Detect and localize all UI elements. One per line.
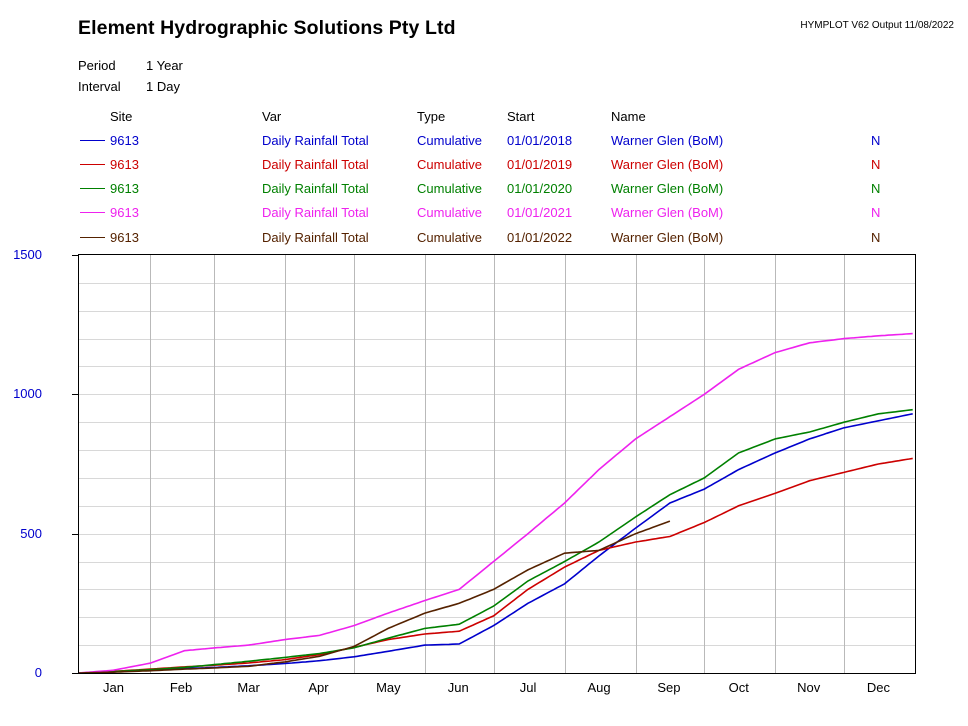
x-tick-label: Mar: [237, 680, 260, 695]
legend-cell-var: Daily Rainfall Total: [262, 132, 369, 148]
legend-cell-flag: N: [871, 205, 881, 221]
legend-cell-site: 9613: [110, 229, 139, 245]
legend-header-var: Var: [262, 108, 282, 124]
legend-line-icon: [80, 140, 105, 141]
y-tick-mark: [72, 673, 78, 674]
x-tick-label: May: [376, 680, 401, 695]
y-tick-label: 0: [34, 665, 42, 680]
output-stamp: HYMPLOT V62 Output 11/08/2022: [800, 20, 954, 31]
y-tick-mark: [72, 255, 78, 256]
x-tick-label: Apr: [308, 680, 329, 695]
x-tick-label: Aug: [587, 680, 611, 695]
legend-cell-site: 9613: [110, 156, 139, 172]
legend-cell-site: 9613: [110, 181, 139, 197]
legend-cell-start: 01/01/2019: [507, 156, 573, 172]
legend-row: [78, 128, 958, 152]
period-value: 1 Year: [146, 58, 183, 73]
interval-label: Interval: [78, 79, 121, 94]
legend-color-swatch: [78, 237, 110, 238]
y-tick-mark: [72, 394, 78, 395]
legend-line-icon: [80, 188, 105, 189]
y-tick-mark: [72, 534, 78, 535]
legend-line-icon: [80, 237, 105, 238]
legend-header-site: Site: [110, 108, 133, 124]
legend-cell-var: Daily Rainfall Total: [262, 181, 369, 197]
legend-cell-flag: N: [871, 181, 881, 197]
legend-line-icon: [80, 164, 105, 165]
legend-cell-type: Cumulative: [417, 156, 483, 172]
legend-row: [78, 225, 958, 249]
x-tick-label: Oct: [728, 680, 749, 695]
legend-cell-type: Cumulative: [417, 205, 483, 221]
plot-area: [78, 254, 916, 674]
legend-cell-name: Warner Glen (BoM): [611, 229, 724, 245]
legend-row: [78, 152, 958, 176]
legend-cell-start: 01/01/2020: [507, 181, 573, 197]
legend-cell-start: 01/01/2018: [507, 132, 573, 148]
legend-cell-name: Warner Glen (BoM): [611, 205, 724, 221]
legend-cell-type: Cumulative: [417, 181, 483, 197]
x-tick-label: Feb: [169, 680, 193, 695]
series-line: [79, 414, 913, 673]
period-row: [78, 55, 183, 76]
legend-color-swatch: [78, 188, 110, 189]
legend-cell-var: Daily Rainfall Total: [262, 229, 369, 245]
legend-cell-type: Cumulative: [417, 229, 483, 245]
legend-cell-start: 01/01/2021: [507, 205, 573, 221]
y-tick-label: 1000: [13, 386, 42, 402]
x-tick-label: Jan: [103, 680, 124, 695]
legend-cell-flag: N: [871, 132, 881, 148]
series-lines: [79, 255, 915, 673]
x-tick-label: Jun: [447, 680, 469, 695]
y-tick-label: 500: [20, 525, 42, 541]
legend-cell-start: 01/01/2022: [507, 229, 573, 245]
legend-cell-name: Warner Glen (BoM): [611, 181, 724, 197]
series-line: [79, 521, 670, 673]
legend-header-name: Name: [611, 108, 646, 124]
legend-cell-var: Daily Rainfall Total: [262, 205, 369, 221]
legend-cell-site: 9613: [110, 205, 139, 221]
page-title: Element Hydrographic Solutions Pty Ltd: [78, 17, 456, 39]
legend-line-icon: [80, 212, 105, 213]
x-tick-label: Jul: [519, 680, 537, 695]
legend-cell-var: Daily Rainfall Total: [262, 156, 369, 172]
period-label: Period: [78, 58, 116, 73]
legend-row: [78, 201, 958, 225]
legend-cell-name: Warner Glen (BoM): [611, 132, 724, 148]
interval-value: 1 Day: [146, 79, 180, 94]
legend-cell-name: Warner Glen (BoM): [611, 156, 724, 172]
x-tick-label: Nov: [797, 680, 821, 695]
interval-row: [78, 76, 183, 97]
legend-rows: [78, 128, 958, 249]
legend-color-swatch: [78, 164, 110, 165]
plot-parameters: [78, 55, 183, 97]
legend-row: [78, 177, 958, 201]
series-line: [79, 334, 913, 673]
legend-cell-type: Cumulative: [417, 132, 483, 148]
legend-cell-flag: N: [871, 156, 881, 172]
legend-cell-site: 9613: [110, 132, 139, 148]
x-tick-label: Sep: [657, 680, 681, 695]
legend-color-swatch: [78, 212, 110, 213]
series-line: [79, 458, 913, 673]
legend-table: [78, 104, 958, 249]
legend-cell-flag: N: [871, 229, 881, 245]
y-tick-label: 1500: [13, 247, 42, 262]
series-line: [79, 410, 913, 673]
legend-header-start: Start: [507, 108, 535, 124]
x-tick-label: Dec: [866, 680, 891, 695]
legend-header-row: [78, 104, 958, 128]
legend-color-swatch: [78, 140, 110, 141]
legend-header-type: Type: [417, 108, 446, 124]
